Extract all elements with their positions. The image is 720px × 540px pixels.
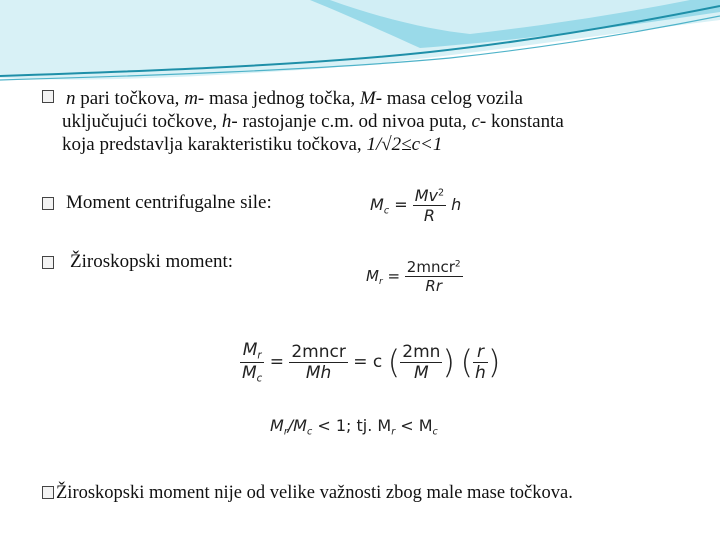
square-bullet-icon	[42, 90, 54, 103]
gyroscopic-moment-label: Žiroskopski moment:	[70, 251, 234, 272]
symbol-m: m	[184, 88, 198, 109]
left-paren-2: (	[460, 343, 474, 382]
symbol-h: h	[221, 111, 232, 132]
bullet-3	[42, 256, 54, 271]
formula-mr: $M_r$ = $\frac{2mncr^2}{Rr}$	[366, 258, 461, 295]
fraction-mr-mc: $\frac{M_r}{M_c}$	[242, 340, 263, 385]
moment-centrifugal-label: Moment centrifugalne sile:	[66, 192, 272, 213]
right-paren-2: )	[487, 343, 501, 382]
bullet-2	[42, 197, 54, 212]
square-bullet-icon	[42, 256, 54, 269]
paragraph-1-line-3: koja predstavlja karakteristiku točkova, 1/√2≤c<1	[62, 134, 443, 155]
right-paren: )	[442, 343, 456, 382]
formula-mc: $M_c$ = $\frac{Mv^2}{R}$ h	[370, 186, 462, 225]
paragraph-1-line-2: uključujući točkove, h- rastojanje c.m. od nivoa puta, c- konstanta	[62, 111, 564, 132]
conclusion-text: Žiroskopski moment nije od velike važnosti zbog male mase točkova.	[56, 483, 573, 503]
fraction-2mn-m: $\frac{2mn}{M}$	[402, 341, 441, 383]
square-bullet-icon	[42, 197, 54, 210]
fraction-2mncr2-rr: $\frac{2mncr^2}{Rr}$	[406, 258, 461, 295]
symbol-n: n	[66, 88, 76, 109]
symbol-M: M	[359, 88, 376, 109]
paragraph-1-line-1: n pari točkova, m- masa jednog točka, M- masa celog vozila	[66, 88, 523, 109]
formula-ratio: $\frac{M_r}{M_c}$ = $\frac{\text{2mncr}}{Mh}$ = c ( $\frac{2mn}{M}$ ) ( $\frac{r}{h}$ )	[242, 340, 501, 385]
symbol-c: c	[471, 111, 480, 132]
bullet-4	[42, 486, 54, 501]
square-bullet-icon	[42, 486, 54, 499]
fraction-2mncr-mh: $\frac{\text{2mncr}}{Mh}$	[291, 341, 346, 383]
bullet-1	[42, 90, 54, 105]
formula-inequality: $M_r/M_c < 1$; tj. $M_r < M_c$	[270, 416, 438, 438]
left-paren: (	[387, 343, 401, 382]
fraction-mv2-r: $\frac{Mv^2}{R}$	[414, 186, 445, 225]
fraction-r-h: $\frac{r}{h}$	[475, 341, 486, 383]
header-wave-decoration	[0, 0, 720, 90]
c-range: 1/√2≤c<1	[366, 134, 443, 155]
